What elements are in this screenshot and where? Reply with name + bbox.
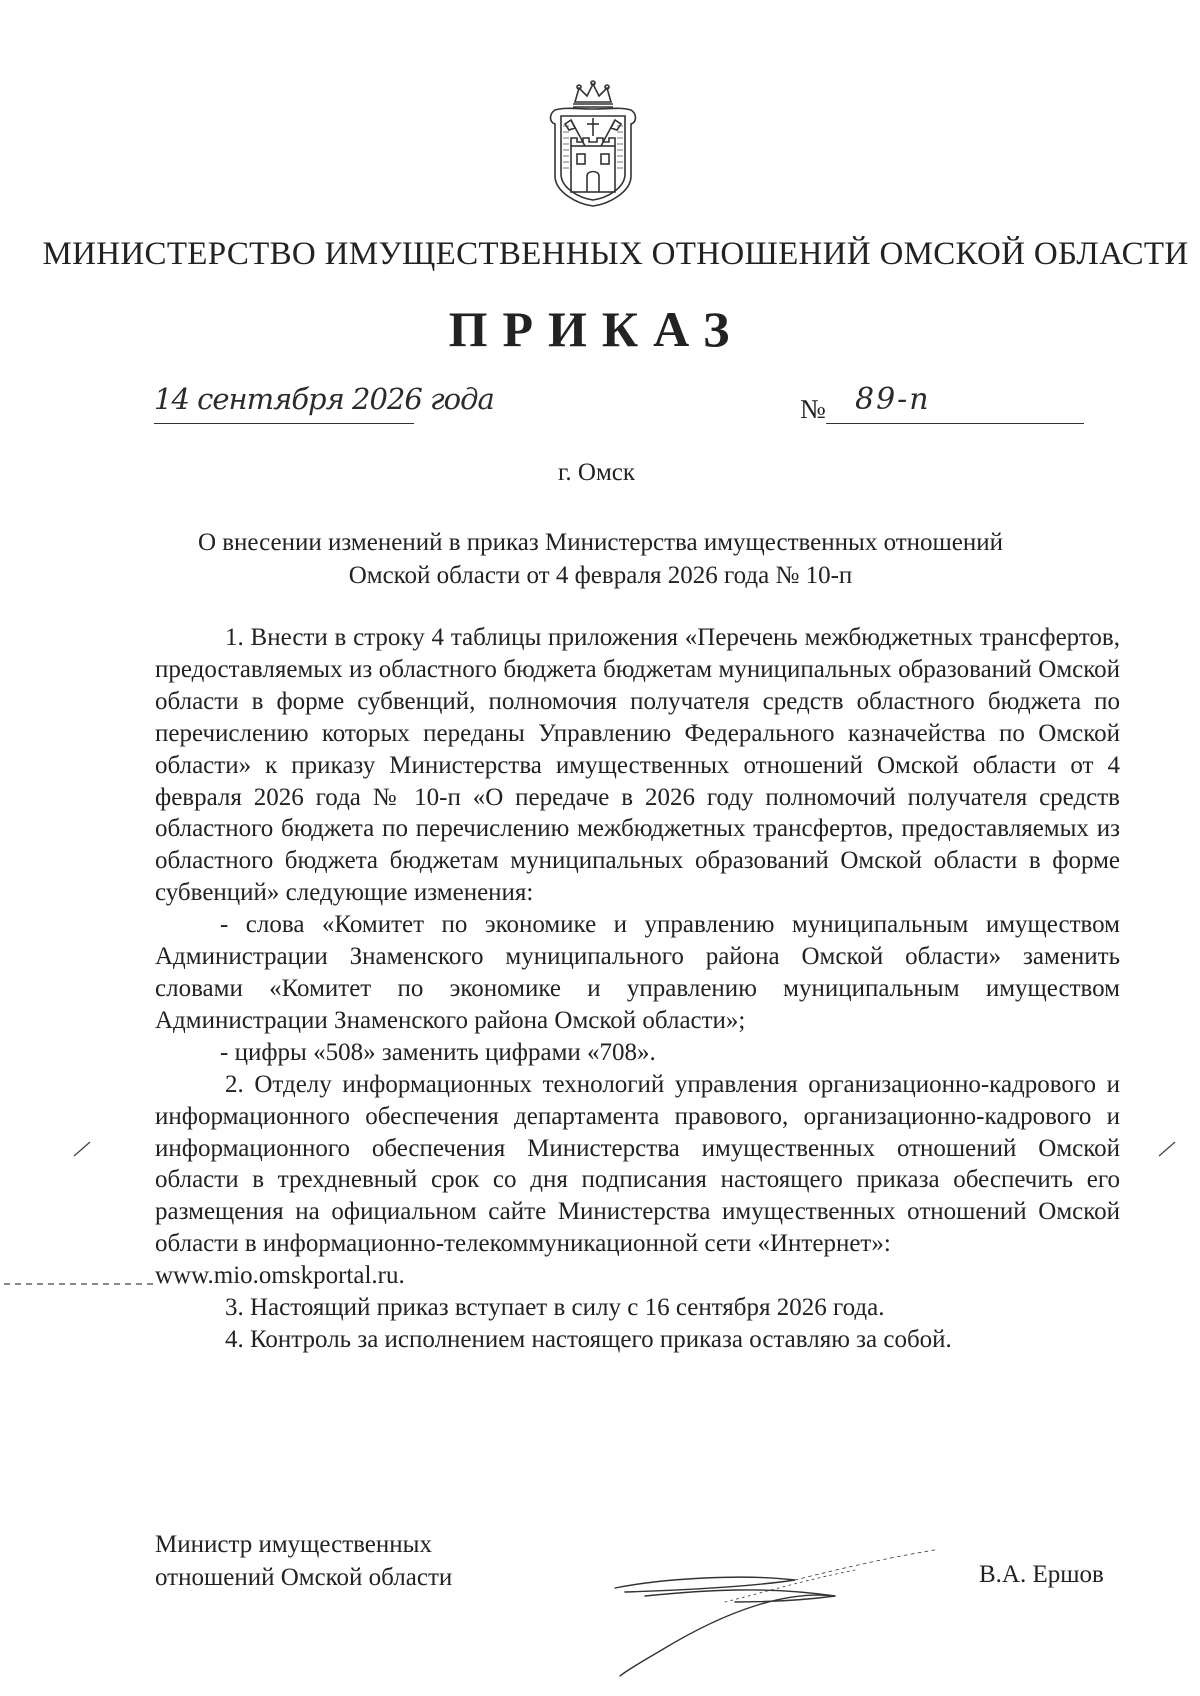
paragraph-2: 2. Отделу информационных технологий управления организационно-кадрового и информационного обеспечения департамента правового, организационно-кадрового и информационного обеспечения Министерства имущественных отношений Омской области в трехдневный срок со дня подписания настоящего приказа обеспечить его размещения на официальном сайте Министерства имущественных отношений Омской области в информационно-телекоммуникационной сети «Интернет»: bbox=[155, 1070, 1120, 1258]
order-body bbox=[155, 622, 1120, 1356]
signer-position-line-2: отношений Омской области bbox=[155, 1564, 453, 1591]
date-underline bbox=[154, 423, 414, 424]
subject-line-1: О внесении изменений в приказ Министерства имущественных отношений bbox=[197, 529, 1004, 556]
order-subject bbox=[0, 526, 1200, 592]
document-number: 89-п bbox=[855, 382, 931, 417]
subject-line-2: Омской области от 4 февраля 2026 года № 10-п bbox=[348, 562, 853, 589]
number-label: № bbox=[800, 394, 826, 424]
website-url: www.mio.omskportal.ru. bbox=[155, 1262, 405, 1290]
paragraph-3: 3. Настоящий приказ вступает в силу с 16 сентября 2026 года. bbox=[225, 1294, 885, 1322]
margin-tick-right bbox=[1157, 1138, 1177, 1158]
margin-dashes bbox=[0, 1280, 158, 1288]
document-date: 14 сентября 2026 года bbox=[154, 382, 494, 416]
paragraph-4: 4. Контроль за исполнением настоящего приказа оставляю за собой. bbox=[225, 1325, 952, 1353]
margin-tick-left bbox=[72, 1138, 92, 1158]
document-title: ПРИКАЗ bbox=[448, 301, 745, 357]
paragraph-1-item-b: - цифры «508» заменить цифрами «708». bbox=[220, 1038, 656, 1066]
number-underline bbox=[826, 423, 1084, 424]
handwritten-signature-icon bbox=[605, 1530, 975, 1680]
signer-position-line-1: Министр имущественных bbox=[155, 1531, 432, 1558]
city: г. Омск bbox=[557, 459, 636, 486]
ministry-name: МИНИСТЕРСТВО ИМУЩЕСТВЕННЫХ ОТНОШЕНИЙ ОМСКОЙ ОБЛАСТИ bbox=[42, 236, 1189, 272]
signer-position bbox=[155, 1528, 452, 1594]
paragraph-1-item-a: - слова «Комитет по экономике и управлению муниципальным имуществом Администрации Знаменского муниципального района Омской области» заменить словами «Комитет по экономике и управлению муниципальным имуществом Администрации Знаменского района Омской области»; bbox=[155, 911, 1120, 1034]
paragraph-1: 1. Внести в строку 4 таблицы приложения «Перечень межбюджетных трансфертов, предоставляемых из областного бюджета бюджетам муниципальных образований Омской области в форме субвенций, полномочия получателя средств областного бюджета по перечислению которых переданы Управлению Федерального казначейства по Омской области» к приказу Министерства имущественных отношений Омской области от 4 февраля 2026 года № 10-п «О передаче в 2026 году полномочий получателя средств областного бюджета по перечислению межбюджетных трансфертов, предоставляемых из областного бюджета бюджетам муниципальных образований Омской области в форме субвенций» следующие изменения: bbox=[155, 624, 1120, 907]
omsk-coat-of-arms-icon bbox=[541, 80, 645, 208]
signer-name: В.А. Ершов bbox=[979, 1561, 1104, 1588]
